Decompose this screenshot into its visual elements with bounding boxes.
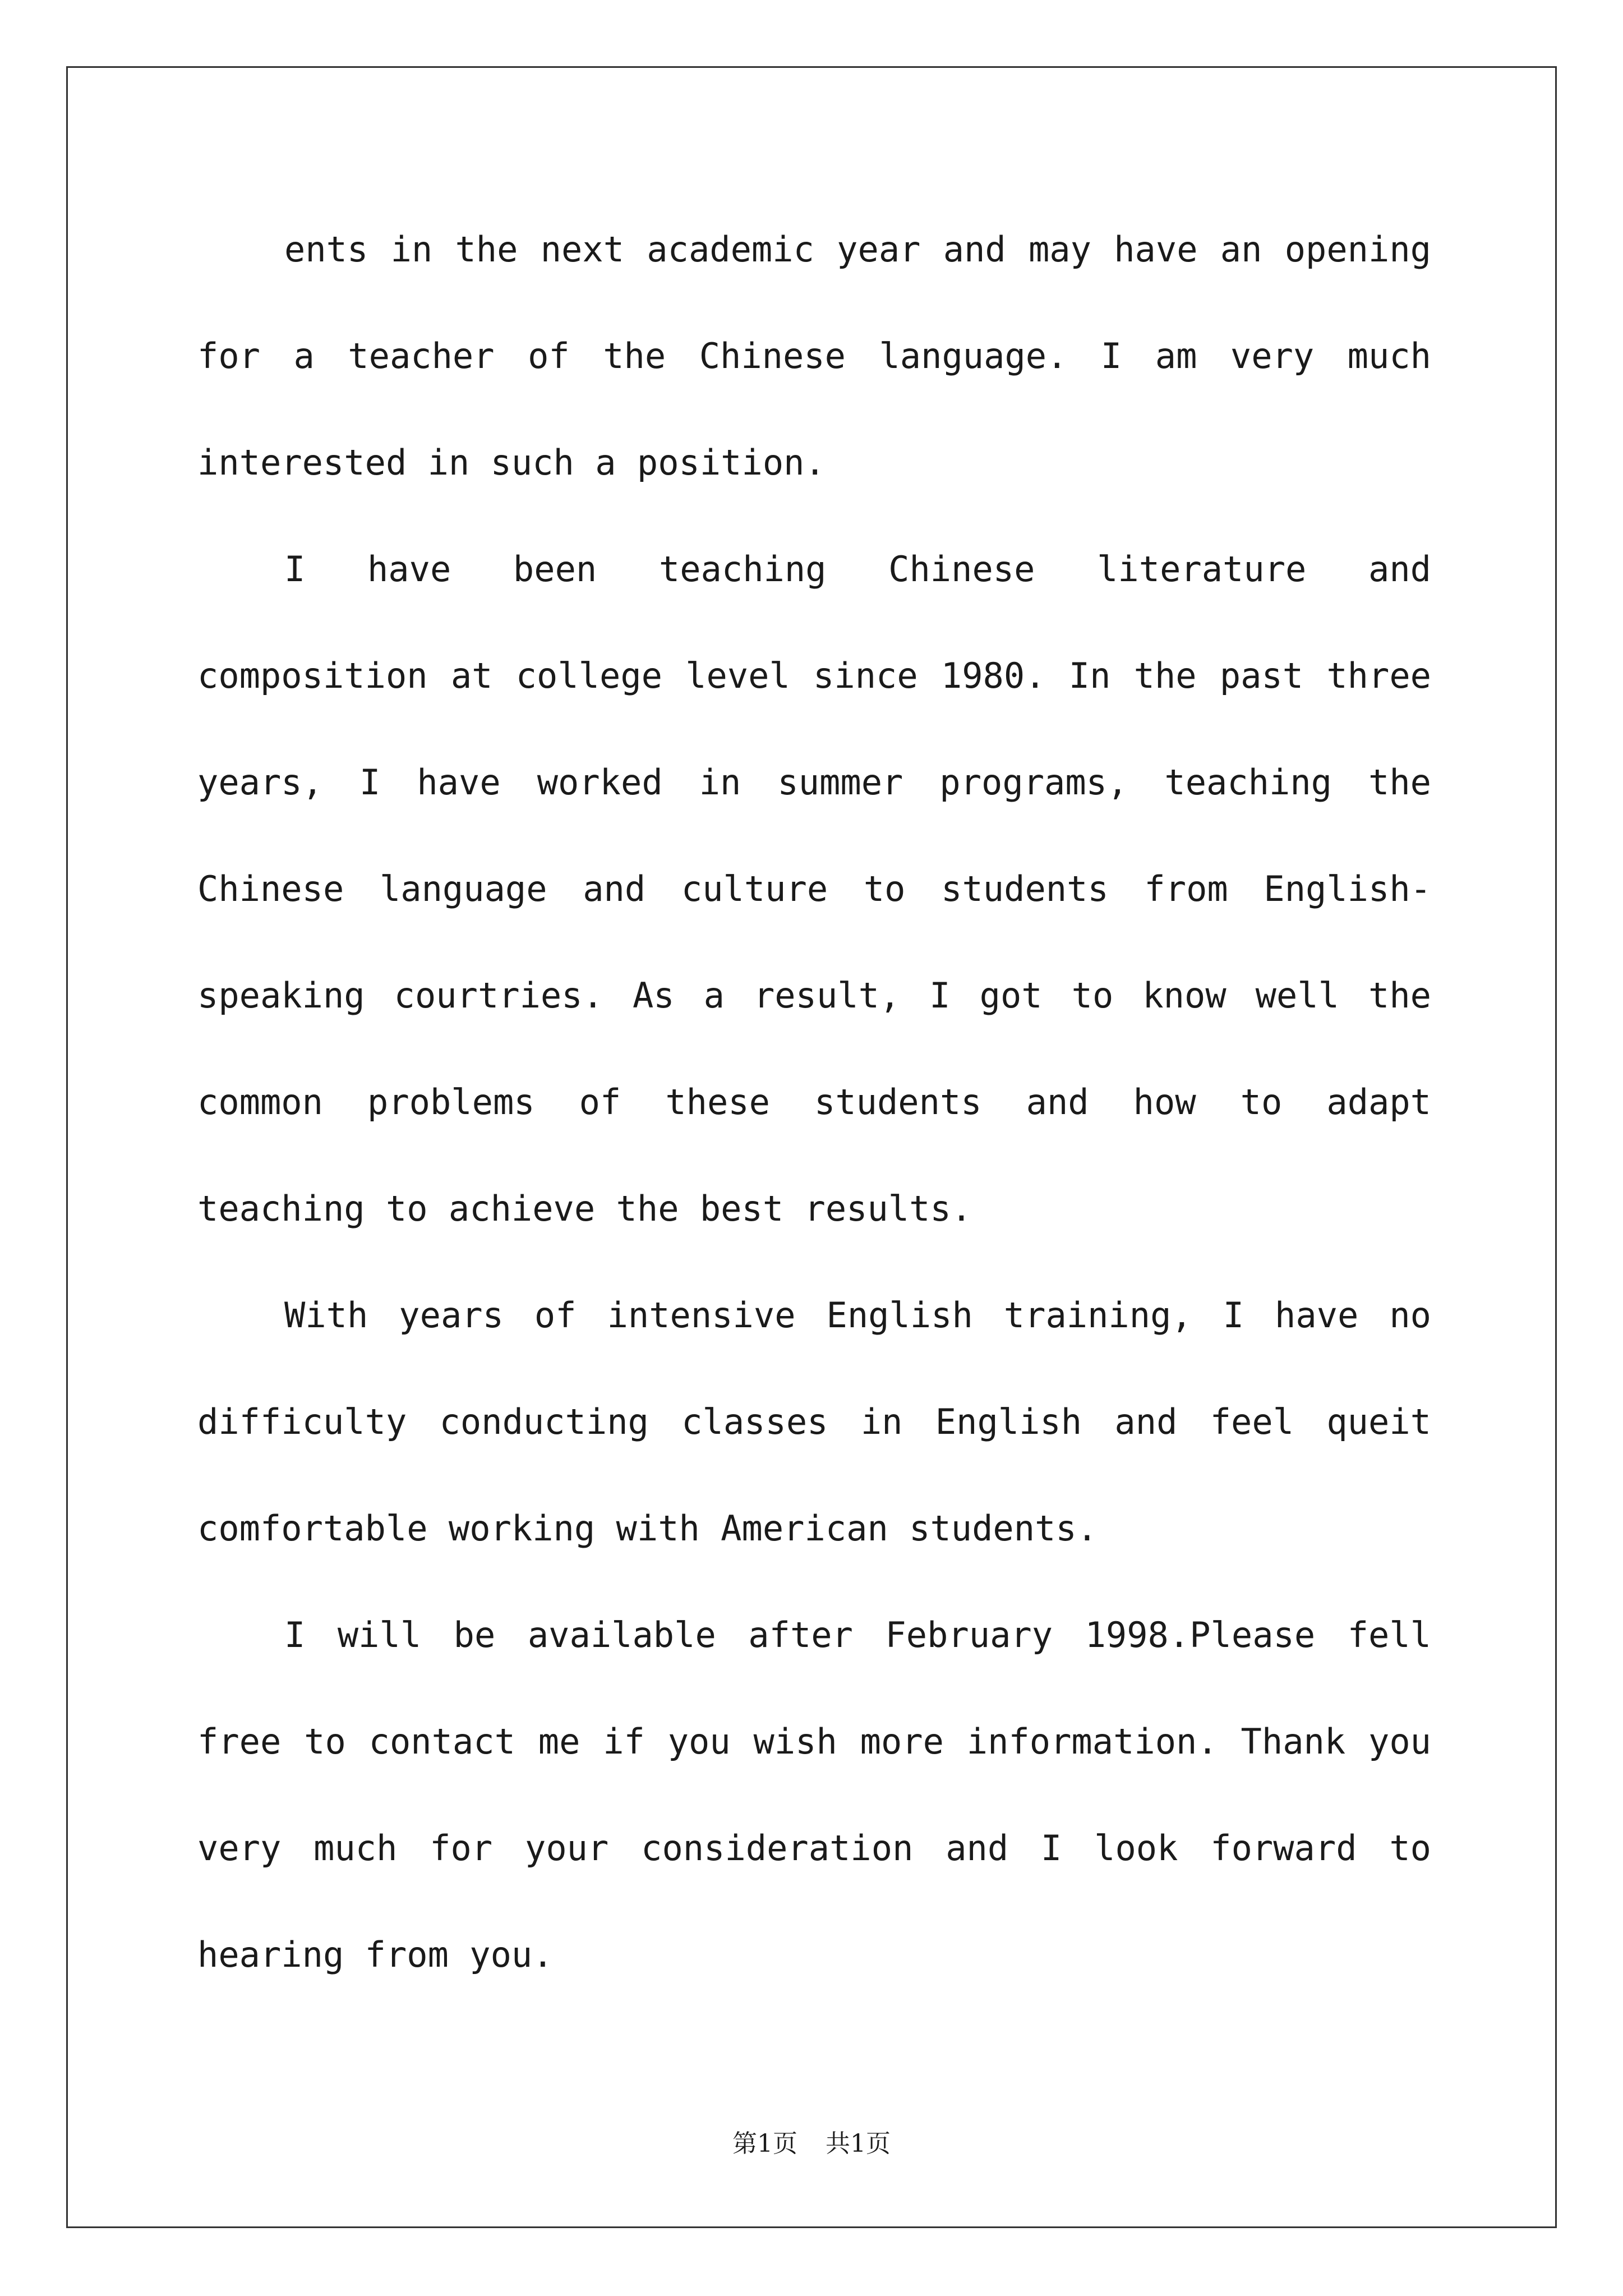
paragraph-2: I have been teaching Chinese literature and composition at college level since 1980. In the past three years, I have worked in summer programs, teaching the Chinese language and culture to students from English-speaking courtries. As a result, I got to know well the common problems of these students and how to adapt teaching to achieve the best results. (197, 549, 1431, 1229)
page-number-current: 第1页 (732, 2129, 797, 2158)
page-number-total: 共1页 (826, 2129, 891, 2158)
paragraph-3: With years of intensive English training, I have no difficulty conducting classes in English and feel queit comfortable working with American students. (197, 1295, 1431, 1549)
page-footer (0, 2123, 1623, 2159)
document-body (197, 213, 1431, 2008)
paragraph-1: ents in the next academic year and may have an opening for a teacher of the Chinese language. I am very much interested in such a position. (197, 229, 1431, 483)
paragraph-4: I will be available after February 1998.Please fell free to contact me if you wish more information. Thank you very much for your consideration and I look forward to hearing from you. (197, 1614, 1431, 1975)
